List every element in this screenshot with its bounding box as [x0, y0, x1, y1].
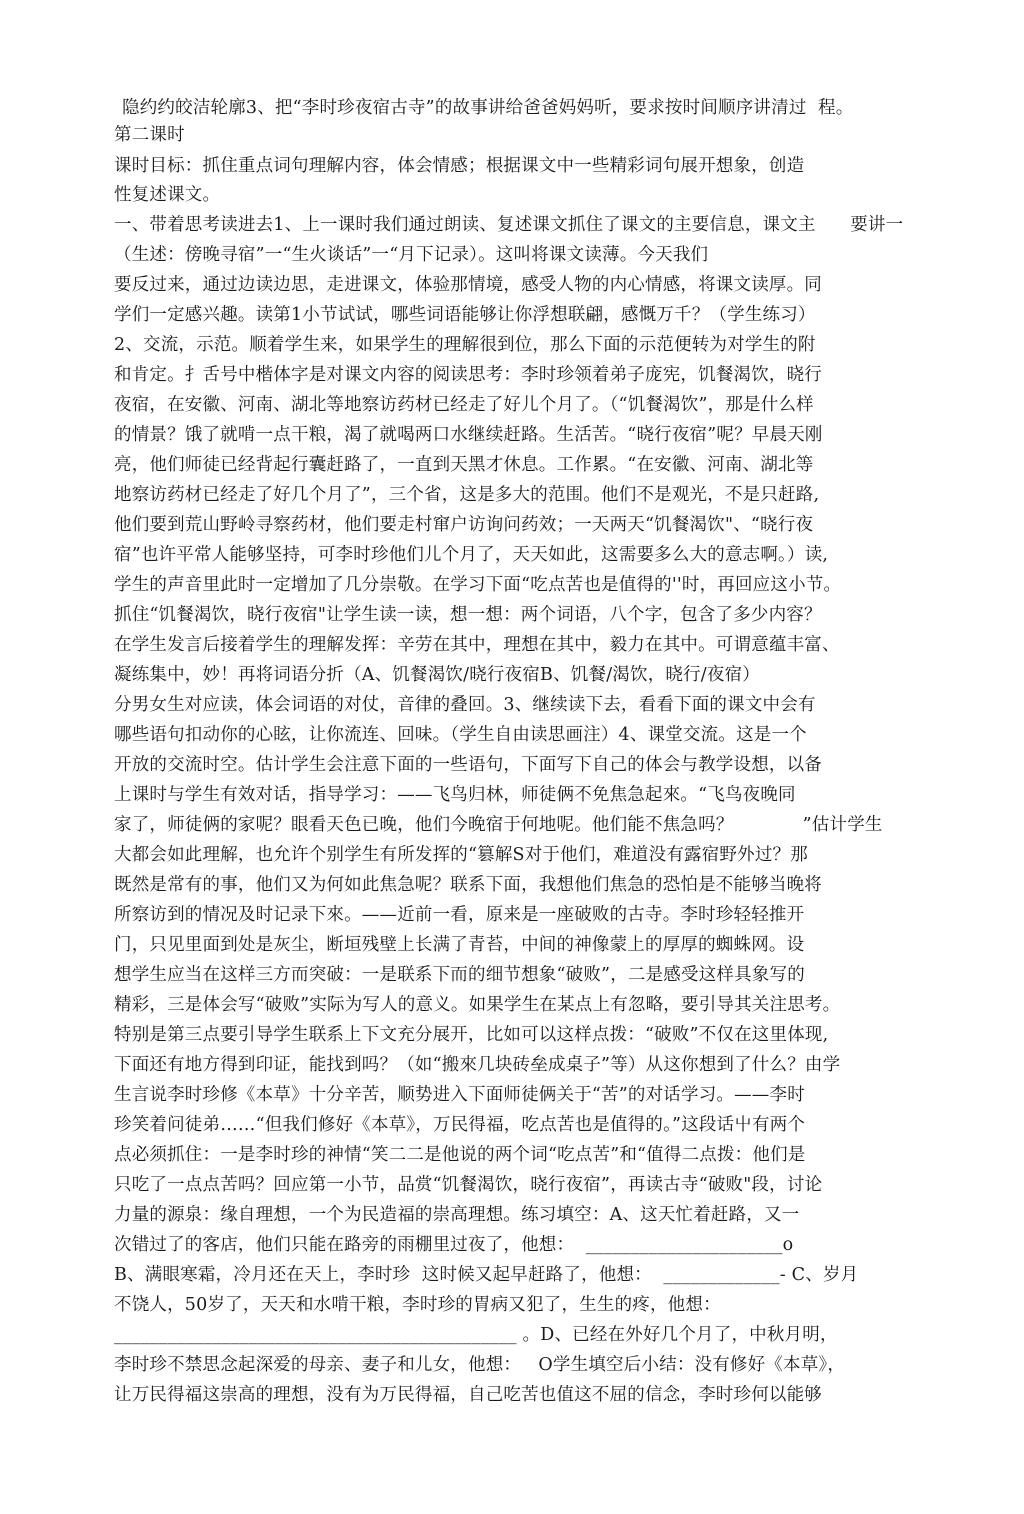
text-line: 家了，师徒俩的家呢？眼看天色已晚，他们今晚宿于何地呢。他们能不焦急吗？ ”估计学生: [114, 815, 883, 835]
text-line: 的情景？饿了就啃一点干粮，渴了就喝两口水继续赶路。生活苦。“晓行夜宿”呢？早晨天刚: [114, 425, 823, 445]
text-line: 在学生发言后接着学生的理解发挥：辛劳在其中，理想在其中，毅力在其中。可谓意蕴丰富、: [114, 635, 840, 655]
text-line: 2、交流，示范。顺着学生来，如果学生的理解很到位，那么下面的示范便转为对学生的附: [114, 335, 816, 355]
text-line: 下面还有地方得到印证，能找到吗？（如“搬來几块砖垒成桌子”等）从这你想到了什么？由学: [114, 1055, 841, 1075]
fill-in-blank-line: _____________________________________________ 。D、已经在外好几个月了，中秋月明，: [114, 1325, 838, 1345]
text-line: 李时珍不禁思念起深爱的母亲、妻子和儿女，他想： O学生填空后小结：没有修好《本草》，: [114, 1355, 846, 1375]
text-line: 课时目标：抓住重点词句理解内容，体会情感；根据课文中一些精彩词句展开想象，创造: [114, 156, 805, 176]
text-line: 和肯定。扌舌号中楷体字是对课文内容的阅读思考：李时珍领着弟子庞宪，饥餐渴饮，晓行: [114, 365, 822, 385]
section-heading: 第二课时: [114, 125, 185, 145]
text-line: 一、带着思考读进去1、上一课时我们通过朗读、复述课文抓住了课文的主要信息，课文主 要讲一: [114, 215, 904, 235]
text-line: 学们一定感兴趣。读第1小节试试，哪些词语能够让你浮想联翩，感慨万千？（学生练习）: [114, 305, 816, 325]
text-line: 开放的交流时空。估计学生会注意下面的一些语句，下面写下自己的体会与教学设想，以备: [114, 755, 822, 775]
text-line: 大都会如此理解，也允许个别学生有所发挥的“篡解S对于他们，难道没有露宿野外过？那: [114, 845, 808, 865]
text-line: 地察访药材已经走了好几个月了”，三个省，这是多大的范围。他们不是观光，不是只赶路,: [114, 485, 820, 505]
text-line: 宿”也许平常人能够坚持，可李时珍他们儿个月了，天天如此，这需要多么大的意志啊。）读,: [114, 545, 829, 565]
text-line: 力量的源泉：缘自理想，一个为民造福的崇高理想。练习填空：A、这天忙着赶路，又一: [114, 1205, 800, 1225]
text-line: 所察访到的情况及时记录下來。——近前一看，原来是一座破败的古寺。李时珍轻轻推开: [114, 905, 805, 925]
text-line: 夜宿，在安徽、河南、湖北等地察访药材已经走了好儿个月了。（“饥餐渴饮”，那是什么样: [114, 395, 814, 415]
text-line: 分男女生对应读，体会词语的对仗，音律的叠回。3、继续读下去，看看下面的课文中会有: [114, 695, 816, 715]
text-line: 门，只见里面到处是灰尘，断垣残壁上长满了青苔，中间的神像蒙上的厚厚的蜘蛛网。设: [114, 935, 805, 955]
text-line: 点必须抓住：一是李时珍的神情“笑二二是他说的两个词“吃点苦”和“值得二点拨：他们是: [114, 1145, 806, 1165]
text-line: 不饶人，50岁了，天天和水啃干粮，李时珍的胃病又犯了，生生的疼，他想：: [114, 1295, 721, 1315]
text-line: 特别是第三点要引导学生联系上下文充分展开，比如可以这样点拨：“破败”不仅在这里体现,: [114, 1025, 829, 1045]
text-line: 想学生应当在这样三方而突破：一是联系下而的细节想象“破败”，二是感受这样具象写的: [114, 965, 805, 985]
text-line: 抓住“饥餐渴饮，晓行夜宿"让学生读一读，想一想：两个词语，八个字，包含了多少内容？: [114, 605, 822, 625]
text-line: 珍笑着问徒弟……“但我们修好《本草》，万民得福，吃点苦也是值得的。”这段话屮有两个: [114, 1115, 806, 1135]
text-line: 精彩，三是体会写“破败”实际为写人的意义。如果学生在某点上有忽略，要引导其关注思考。: [114, 995, 841, 1015]
text-line: 凝练集中，妙！再将词语分折（A、饥餐渴饮/晓行夜宿B、饥餐/渴饮，晓行/夜宿）: [114, 665, 760, 685]
text-line: 哪些语句扣动你的心眩，让你流连、回味。（学生自由读思画注）4、课堂交流。这是一个: [114, 725, 807, 745]
text-line: 上课时与学生有效对话，指导学习：——飞鸟归林，师徒俩不免焦急起來。“飞鸟夜晚同: [114, 785, 796, 805]
fill-in-blank-line: 次错过了的客店，他们只能在路旁的雨棚里过夜了，他想： ______________________o: [114, 1235, 794, 1255]
text-line: 既然是常有的事，他们又为何如此焦急呢？联系下面，我想他们焦急的恐怕是不能够当晚将: [114, 875, 822, 895]
text-line: 只吃了一点点苦吗？回应第一小节，品赏“饥餐渴饮，晓行夜宿”，再读古寺“破败"段，讨论: [114, 1175, 823, 1195]
text-line: 他们要到荒山野岭寻察药材，他们要走村窜户访询问药效；一天两天“饥餐渴饮"、“晓行夜: [114, 515, 814, 535]
text-line: 生言说李时珍修《本草》十分辛苦，顺势进入下面师徒俩关于“苦”的对话学习。——李时: [114, 1085, 805, 1105]
text-line: 隐约约皎洁轮廓3、把“李时珍夜宿古寺”的故事讲给爸爸妈妈听，要求按时间顺序讲清过 程。: [122, 98, 854, 118]
text-line: 让万民得福这崇高的理想，没有为万民得福，自己吃苦也值这不屈的信念，李时珍何以能够: [114, 1385, 822, 1405]
text-line: 性复述课文。: [114, 185, 221, 205]
text-line: 亮，他们师徒已经背起行囊赶路了，一直到天黑才休息。工作累。“在安徽、河南、湖北等: [114, 455, 814, 475]
fill-in-blank-line: B、满眼寒霜，冷月还在天上，李时珍 这时候又起早赶路了，他想： _____________- C、岁月: [114, 1265, 859, 1285]
text-line: （生述：傍晚寻宿”一“生火谈话”一“月下记录）。这叫将课文读薄。今天我们: [114, 245, 709, 265]
text-line: 学生的声音里此时一定增加了几分崇敬。在学习下面“吃点苦也是值得的''时，再回应这小节。: [114, 575, 842, 595]
text-line: 要反过来，通过边读边思，走进课文，体验那情境，感受人物的内心情感，将课文读厚。同: [114, 275, 822, 295]
